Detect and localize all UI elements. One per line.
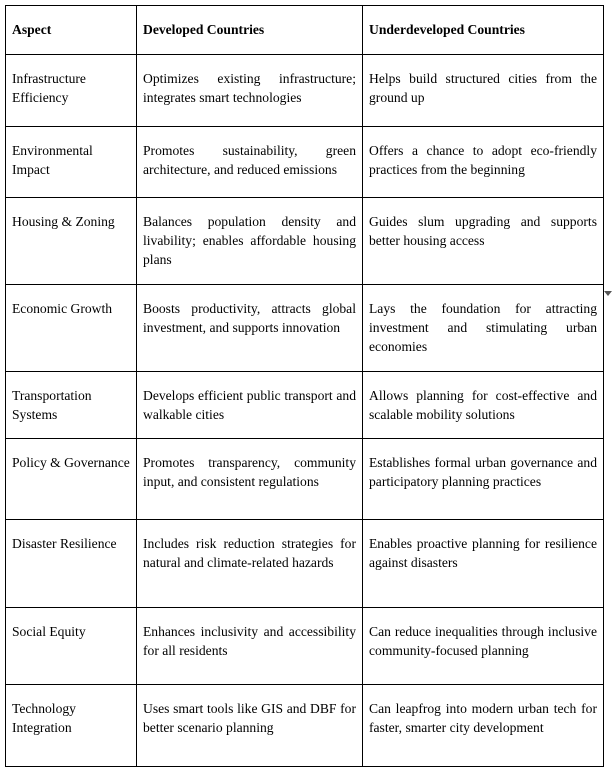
table-row bbox=[6, 685, 604, 767]
developed-cell: Promotes transparency, community input, and consistent regulations bbox=[137, 439, 363, 520]
developed-cell: Enhances inclusivity and accessibility for all residents bbox=[137, 608, 363, 685]
developed-cell: Develops efficient public transport and walkable cities bbox=[137, 372, 363, 439]
developed-cell: Includes risk reduction strategies for natural and climate-related hazards bbox=[137, 520, 363, 608]
table-row bbox=[6, 520, 604, 608]
underdeveloped-cell: Offers a chance to adopt eco-friendly practices from the beginning bbox=[363, 127, 604, 198]
underdeveloped-cell: Lays the foundation for attracting investment and stimulating urban economies bbox=[363, 285, 604, 372]
underdeveloped-cell: Helps build structured cities from the ground up bbox=[363, 55, 604, 127]
header-underdeveloped: Underdeveloped Countries bbox=[363, 6, 604, 55]
table-row bbox=[6, 285, 604, 372]
comparison-table bbox=[5, 5, 604, 767]
developed-cell: Boosts productivity, attracts global investment, and supports innovation bbox=[137, 285, 363, 372]
aspect-cell: Policy & Governance bbox=[6, 439, 137, 520]
table-row bbox=[6, 372, 604, 439]
aspect-cell: Environmental Impact bbox=[6, 127, 137, 198]
aspect-cell: Disaster Resilience bbox=[6, 520, 137, 608]
underdeveloped-cell: Can leapfrog into modern urban tech for faster, smarter city development bbox=[363, 685, 604, 767]
developed-cell: Uses smart tools like GIS and DBF for better scenario planning bbox=[137, 685, 363, 767]
aspect-cell: Social Equity bbox=[6, 608, 137, 685]
triangle-down-icon bbox=[604, 291, 612, 296]
underdeveloped-cell: Can reduce inequalities through inclusive community-focused planning bbox=[363, 608, 604, 685]
underdeveloped-cell: Establishes formal urban governance and participatory planning practices bbox=[363, 439, 604, 520]
underdeveloped-cell: Allows planning for cost-effective and scalable mobility solutions bbox=[363, 372, 604, 439]
header-aspect: Aspect bbox=[6, 6, 137, 55]
table-row bbox=[6, 198, 604, 285]
table-row bbox=[6, 127, 604, 198]
header-developed: Developed Countries bbox=[137, 6, 363, 55]
aspect-cell: Housing & Zoning bbox=[6, 198, 137, 285]
table-row bbox=[6, 608, 604, 685]
underdeveloped-cell: Guides slum upgrading and supports better housing access bbox=[363, 198, 604, 285]
table-row bbox=[6, 55, 604, 127]
table-header-row bbox=[6, 6, 604, 55]
developed-cell: Promotes sustainability, green architecture, and reduced emissions bbox=[137, 127, 363, 198]
developed-cell: Optimizes existing infrastructure; integrates smart technologies bbox=[137, 55, 363, 127]
table-row bbox=[6, 439, 604, 520]
developed-cell: Balances population density and livability; enables affordable housing plans bbox=[137, 198, 363, 285]
aspect-cell: Infrastructure Efficiency bbox=[6, 55, 137, 127]
underdeveloped-cell: Enables proactive planning for resilience against disasters bbox=[363, 520, 604, 608]
aspect-cell: Technology Integration bbox=[6, 685, 137, 767]
aspect-cell: Economic Growth bbox=[6, 285, 137, 372]
aspect-cell: Transportation Systems bbox=[6, 372, 137, 439]
